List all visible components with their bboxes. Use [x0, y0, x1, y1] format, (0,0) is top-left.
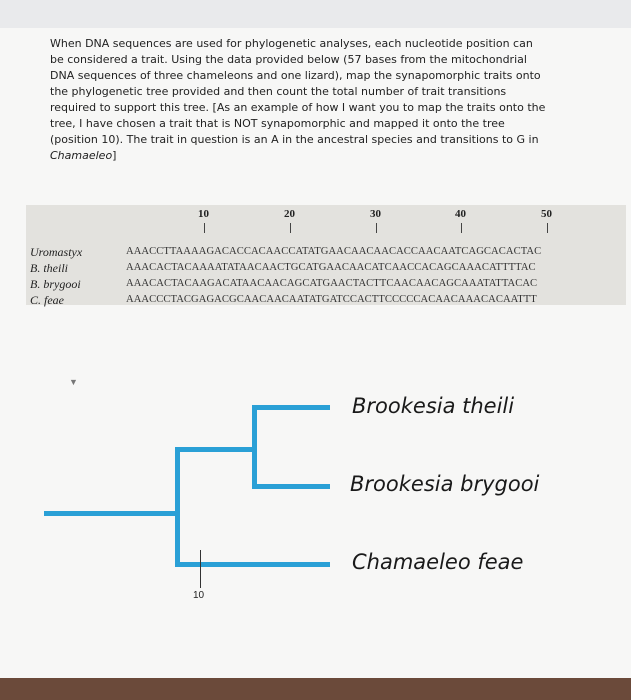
species-uromastyx: Uromastyx: [30, 245, 83, 259]
sequence-c-feae: AAACCCTACGAGACGCAACAACAATATGATCCACTTCCCCCACAACAAACACAATTT: [126, 294, 537, 305]
ruler-tick-mark-50: [547, 223, 548, 233]
species-c-feae: C. feae: [30, 293, 64, 307]
prompt-text: When DNA sequences are used for phylogenetic analyses, each nucleotide position can be considered a trait. Using the data provided below (57 bases from the mitochondrial DNA sequences of three chameleons and one lizard), map the synapomorphic traits onto the phylogenetic tree provided and then count the total number of trait transitions required to support this tree. [As an example of how I want you to map the traits onto the tree, I have chosen a trait that is NOT synapomorphic and mapped it onto the tree (position 10). The trait in question is an A in the ancestral species and transitions to G in: [50, 37, 546, 146]
tree-branch-feae: [175, 562, 330, 567]
desk-edge: [0, 678, 631, 700]
sequence-uromastyx: AAACCTTAAAAGACACCACAACCATATGAACAACAACACCAACAATCAGCACACTAC: [126, 246, 542, 257]
tree-root-node: [175, 447, 180, 567]
ruler-tick-mark-10: [204, 223, 205, 233]
tree-branch-brygooi: [252, 484, 330, 489]
trait-10-label: 10: [193, 590, 205, 601]
tip-brookesia-theili: Brookesia theili: [352, 394, 515, 418]
ruler-tick-20: 20: [284, 208, 295, 220]
tree-branch-theili: [252, 405, 330, 410]
ruler-tick-mark-20: [290, 223, 291, 233]
species-b-theili: B. theili: [30, 261, 68, 275]
prompt-text-end: ]: [112, 149, 117, 162]
tree-inner-branch: [175, 447, 255, 452]
ruler-tick-mark-30: [376, 223, 377, 233]
question-prompt: [50, 36, 550, 164]
ruler-tick-30: 30: [370, 208, 381, 220]
tree-inner-node: [252, 405, 257, 489]
species-b-brygooi: B. brygooi: [30, 277, 81, 291]
trait-10-marker: [200, 550, 201, 588]
sequence-b-brygooi: AAACACTACAAGACATAACAACAGCATGAACTACTTCAACAACAGCAAATATTACAC: [126, 278, 538, 289]
cursor-arrow-icon: ▼: [69, 377, 78, 387]
ruler-tick-50: 50: [541, 208, 552, 220]
prompt-italic-genus: Chamaeleo: [50, 149, 113, 162]
ruler-tick-40: 40: [455, 208, 466, 220]
sequence-b-theili: AAACACTACAAAATATAACAACTGCATGAACAACATCAACCACAGCAAACATTTTAC: [126, 262, 536, 273]
ruler-tick-10: 10: [198, 208, 209, 220]
ruler-tick-mark-40: [461, 223, 462, 233]
tip-chamaeleo-feae: Chamaeleo feae: [352, 550, 524, 574]
tree-root-branch: [44, 511, 178, 516]
tip-brookesia-brygooi: Brookesia brygooi: [350, 472, 540, 496]
sequence-alignment: [26, 205, 626, 305]
